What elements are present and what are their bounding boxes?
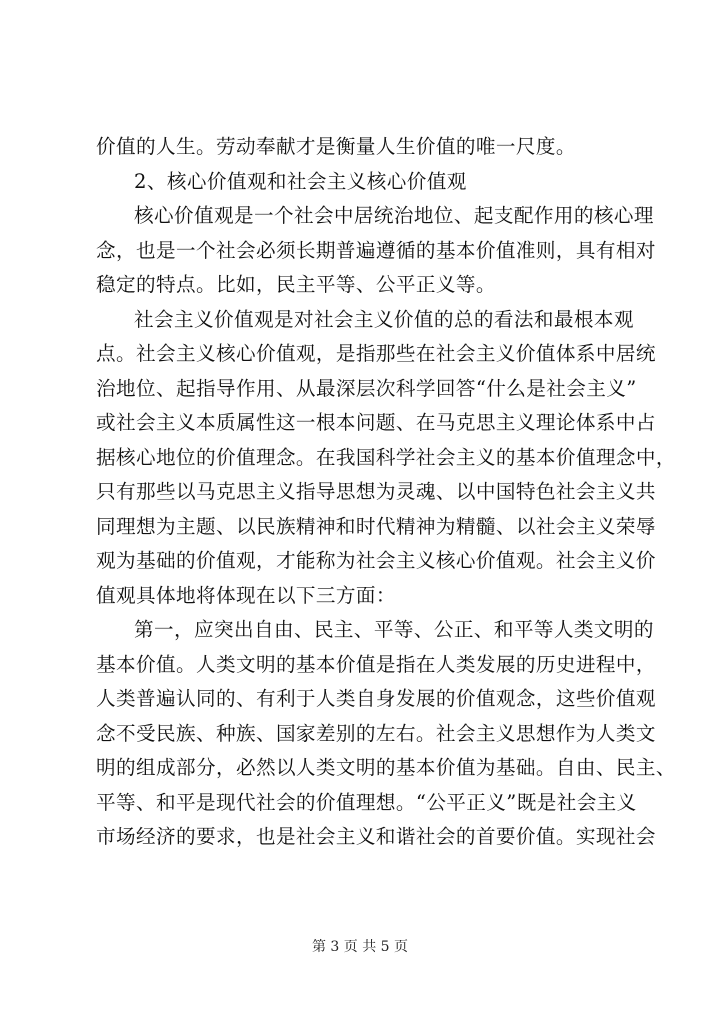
text-line: 只有那些以马克思主义指导思想为灵魂、以中国特色社会主义共	[96, 480, 656, 503]
section-heading: 2、核心价值观和社会主义核心价值观	[134, 169, 467, 193]
text-line: 念不受民族、种族、国家差别的左右。社会主义思想作为人类文	[96, 721, 656, 745]
text-line: 人类普遍认同的、有利于人类自身发展的价值观念，这些价值观	[96, 687, 656, 710]
text-line: 观为基础的价值观，才能称为社会主义核心价值观。社会主义价	[96, 549, 656, 572]
text-line: 值观具体地将体现在以下三方面：	[96, 583, 396, 607]
text-line: 明的组成部分，必然以人类文明的基本价值为基础。自由、民主、	[96, 756, 676, 779]
text-line: 或社会主义本质属性这一根本问题、在马克思主义理论体系中占	[96, 411, 656, 434]
text-line: 基本价值。人类文明的基本价值是指在人类发展的历史进程中，	[96, 652, 656, 676]
text-line: 念，也是一个社会必须长期普遍遵循的基本价值准则，具有相对	[96, 238, 656, 262]
text-line: 市场经济的要求，也是社会主义和谐社会的首要价值。实现社会	[96, 825, 656, 848]
text-line: 点。社会主义核心价值观，是指那些在社会主义价值体系中居统	[96, 342, 656, 365]
paragraph-start: 核心价值观是一个社会中居统治地位、起支配作用的核心理	[134, 204, 654, 227]
paragraph-start: 社会主义价值观是对社会主义价值的总的看法和最根本观	[134, 307, 634, 331]
text-line: 治地位、起指导作用、从最深层次科学回答“什么是社会主义”	[96, 376, 637, 400]
text-line: 稳定的特点。比如，民主平等、公平正义等。	[96, 273, 496, 296]
text-line: 价值的人生。劳动奉献才是衡量人生价值的唯一尺度。	[96, 135, 576, 158]
body-text	[96, 130, 676, 855]
paragraph-start: 第一，应突出自由、民主、平等、公正、和平等人类文明的	[134, 618, 654, 641]
text-line: 据核心地位的价值理念。在我国科学社会主义的基本价值理念中，	[96, 445, 676, 469]
text-line: 同理想为主题、以民族精神和时代精神为精髓、以社会主义荣辱	[96, 514, 656, 538]
page-number: 第 3 页 共 5 页	[311, 939, 409, 955]
text-line: 平等、和平是现代社会的价值理想。“公平正义”既是社会主义	[96, 790, 637, 814]
